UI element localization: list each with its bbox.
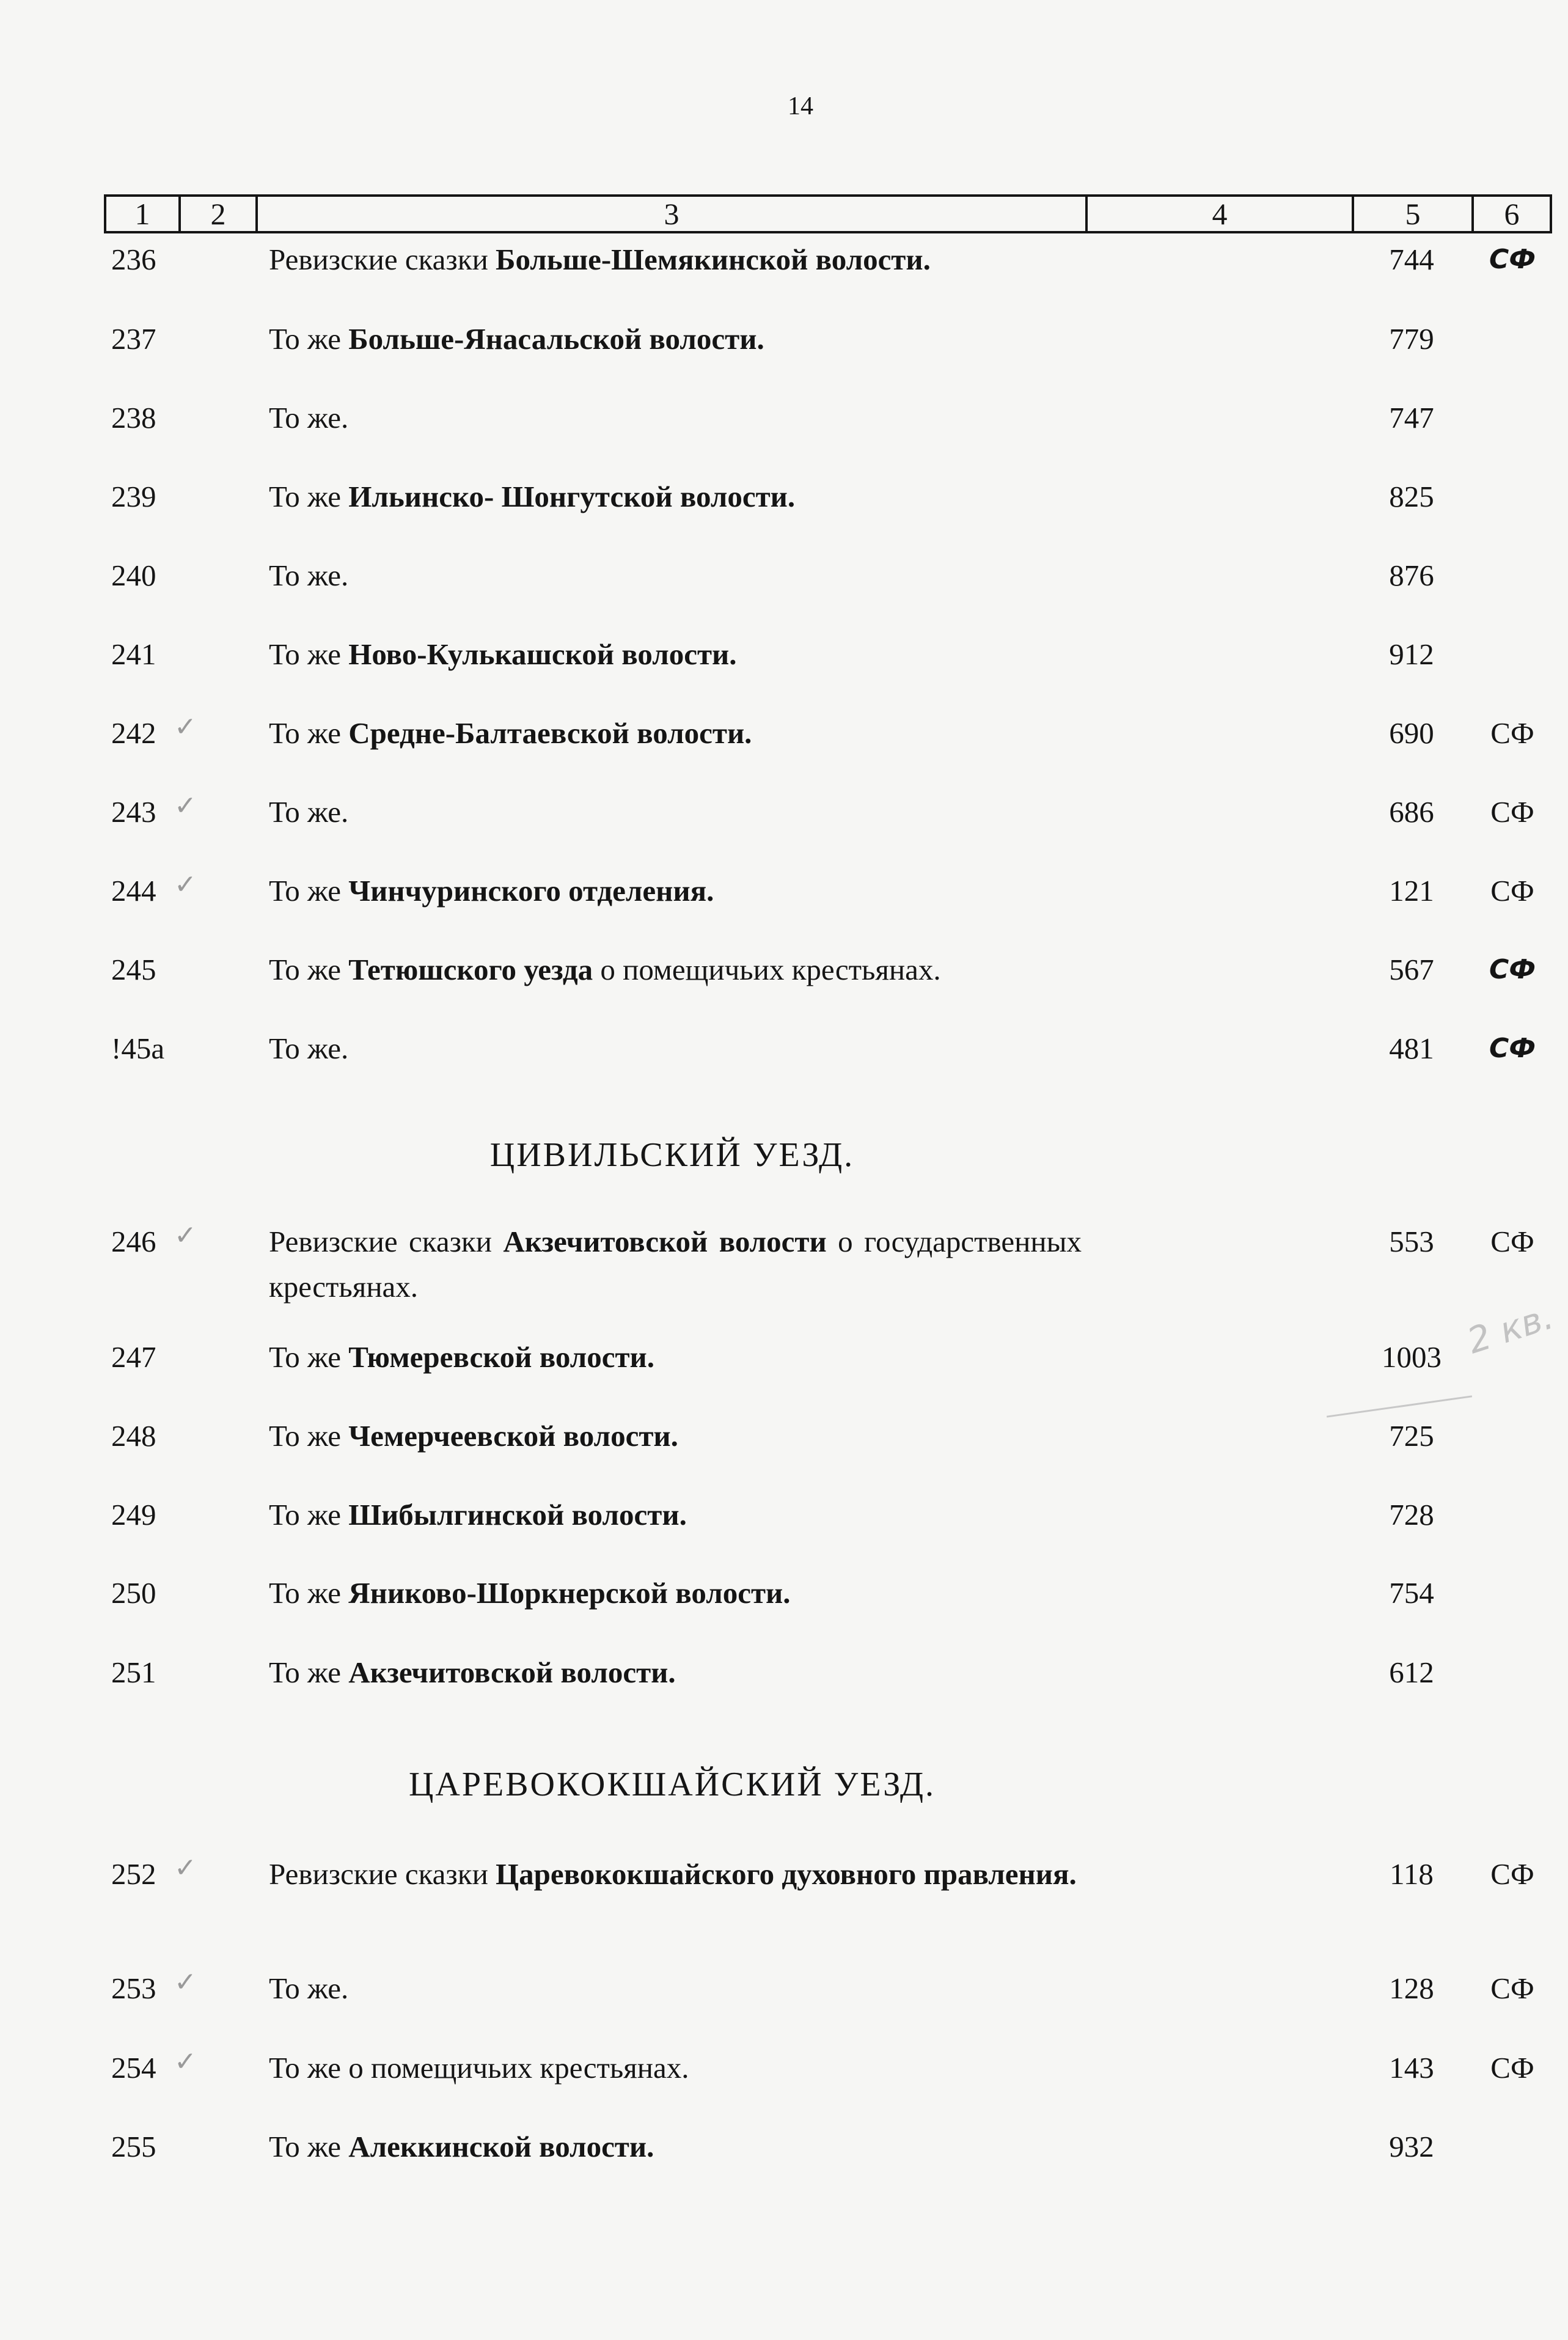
description-bold: Шибылгинской волости. <box>348 1498 687 1531</box>
record-number: 243 <box>111 795 156 829</box>
checkmark-icon: ✓ <box>174 790 197 821</box>
description-bold: Алеккинской волости. <box>348 2130 654 2163</box>
header-col-5: 5 <box>1354 197 1474 231</box>
description-bold: Акзечитовской волости <box>503 1225 827 1258</box>
sheet-count: 143 <box>1389 2051 1434 2085</box>
record-description <box>269 868 714 914</box>
sf-stamp: СФ <box>1490 716 1534 750</box>
record-number: 239 <box>111 480 156 513</box>
description-prefix: То же <box>269 322 349 356</box>
header-col-4: 4 <box>1088 197 1354 231</box>
record-number: 253 <box>111 1971 156 2005</box>
record-description <box>269 947 941 992</box>
sf-stamp: СФ <box>1490 1971 1534 2005</box>
checkmark-icon: ✓ <box>174 1220 197 1251</box>
description-bold: Тюмеревской волости. <box>348 1340 655 1374</box>
sheet-count: 121 <box>1389 874 1434 908</box>
record-number: 251 <box>111 1656 156 1689</box>
header-col-6: 6 <box>1504 197 1520 231</box>
description-bold: Царевококшайского духовного правления. <box>496 1857 1077 1891</box>
record-description <box>269 711 752 756</box>
description-prefix: То же <box>269 1656 349 1689</box>
record-number: 238 <box>111 401 156 435</box>
record-description <box>269 790 348 835</box>
header-col-2: 2 <box>181 197 258 231</box>
record-description <box>269 2045 689 2091</box>
description-bold: Ново-Кулькашской волости. <box>348 637 737 671</box>
record-description <box>269 1026 348 1071</box>
sf-stamp: СФ <box>1490 1857 1534 1891</box>
sheet-count: 728 <box>1389 1498 1434 1531</box>
checkmark-icon: ✓ <box>174 2046 197 2077</box>
description-prefix: То же <box>269 874 349 908</box>
checkmark-icon: ✓ <box>174 711 197 743</box>
description-prefix: Ревизские сказки <box>269 1225 504 1258</box>
checkmark-icon: ✓ <box>174 1967 197 1998</box>
description-prefix: То же <box>269 953 349 986</box>
sheet-count: 553 <box>1389 1225 1434 1258</box>
record-number: 247 <box>111 1340 156 1374</box>
sheet-count: 1003 <box>1382 1340 1442 1374</box>
sheet-count: 690 <box>1389 716 1434 750</box>
sheet-count: 876 <box>1389 559 1434 592</box>
record-number: 245 <box>111 953 156 986</box>
record-description <box>269 395 348 441</box>
section-title: ЦАРЕВОКОКШАЙСКИЙ УЕЗД. <box>408 1766 936 1803</box>
record-description <box>269 632 737 677</box>
sheet-count: 779 <box>1389 322 1434 356</box>
sheet-count: 912 <box>1389 637 1434 671</box>
description-bold: Акзечитовской волости. <box>348 1656 676 1689</box>
record-description <box>269 1966 348 2011</box>
record-description <box>269 1335 654 1380</box>
sf-stamp: СФ <box>1489 1033 1536 1064</box>
record-number: 255 <box>111 2130 156 2163</box>
sheet-count: 567 <box>1389 953 1434 986</box>
record-number: 241 <box>111 637 156 671</box>
sheet-count: 754 <box>1389 1576 1434 1610</box>
sf-stamp: СФ <box>1490 795 1534 829</box>
description-prefix: Ревизские сказки <box>269 243 496 276</box>
record-description <box>269 553 348 598</box>
sheet-count: 825 <box>1389 480 1434 513</box>
record-number: 242 <box>111 716 156 750</box>
description-prefix: То же <box>269 1498 349 1531</box>
sf-stamp: СФ <box>1489 954 1536 985</box>
record-number: 252 <box>111 1857 156 1891</box>
record-number: 244 <box>111 874 156 908</box>
record-description <box>269 317 764 362</box>
checkmark-icon: ✓ <box>174 869 197 900</box>
description-prefix: То же <box>269 637 349 671</box>
record-number: 250 <box>111 1576 156 1610</box>
description-prefix: То же <box>269 1340 349 1374</box>
description-prefix: То же. <box>269 559 349 592</box>
description-suffix: о государственных крестьянах. <box>269 1225 1082 1304</box>
description-prefix: То же <box>269 716 349 750</box>
description-bold: Чинчуринского отделения. <box>348 874 714 908</box>
description-prefix: Ревизские сказки <box>269 1857 496 1891</box>
sheet-count: 725 <box>1389 1419 1434 1453</box>
description-bold: Тетюшского уезда <box>348 953 593 986</box>
header-col-3: 3 <box>258 197 1088 231</box>
sheet-count: 481 <box>1389 1032 1434 1065</box>
header-col-1: 1 <box>106 197 181 231</box>
section-title: ЦИВИЛЬСКИЙ УЕЗД. <box>489 1136 855 1174</box>
sf-stamp: СФ <box>1489 244 1536 275</box>
sheet-count: 744 <box>1389 243 1434 276</box>
sheet-count: 686 <box>1389 795 1434 829</box>
table-header <box>104 194 1552 233</box>
record-description <box>269 1852 1082 1897</box>
description-bold: Средне-Балтаевской волости. <box>348 716 752 750</box>
sheet-count: 932 <box>1389 2130 1434 2163</box>
sheet-count: 747 <box>1389 401 1434 435</box>
record-number: 254 <box>111 2051 156 2085</box>
handwritten-note: 2 кв. <box>1462 1295 1559 1362</box>
record-description <box>269 2124 654 2169</box>
page-number: 14 <box>788 92 813 120</box>
record-number: 248 <box>111 1419 156 1453</box>
description-bold: Больше-Янасальской волости. <box>348 322 764 356</box>
description-prefix: То же. <box>269 1971 349 2005</box>
description-prefix: То же о помещичьих крестьянах. <box>269 2051 689 2085</box>
record-description <box>269 1414 678 1459</box>
description-prefix: То же. <box>269 795 349 829</box>
description-prefix: То же <box>269 1419 349 1453</box>
record-number: 246 <box>111 1225 156 1258</box>
description-suffix: о помещичьих крестьянах. <box>593 953 941 986</box>
record-number: 237 <box>111 322 156 356</box>
sf-stamp: СФ <box>1490 874 1534 908</box>
description-prefix: То же. <box>269 401 349 435</box>
record-number: 236 <box>111 243 156 276</box>
description-bold: Чемерчеевской волости. <box>348 1419 678 1453</box>
description-prefix: То же <box>269 1576 349 1610</box>
sf-stamp: СФ <box>1490 2051 1534 2085</box>
record-description <box>269 1492 687 1538</box>
description-bold: Ильинско- Шонгутской волости. <box>348 480 796 513</box>
sheet-count: 118 <box>1390 1857 1434 1891</box>
record-number: !45а <box>111 1032 165 1065</box>
record-number: 240 <box>111 559 156 592</box>
record-description <box>269 474 795 519</box>
checkmark-icon: ✓ <box>174 1852 197 1883</box>
description-prefix: То же <box>269 480 349 513</box>
description-bold: Яниково-Шоркнерской волости. <box>348 1576 791 1610</box>
record-description <box>269 1219 1082 1310</box>
record-number: 249 <box>111 1498 156 1531</box>
description-bold: Больше-Шемякинской волости. <box>496 243 931 276</box>
record-description <box>269 1571 791 1616</box>
sheet-count: 128 <box>1389 1971 1434 2005</box>
sheet-count: 612 <box>1389 1656 1434 1689</box>
description-prefix: То же. <box>269 1032 349 1065</box>
description-prefix: То же <box>269 2130 349 2163</box>
sf-stamp: СФ <box>1490 1225 1534 1258</box>
record-description <box>269 237 931 282</box>
record-description <box>269 1650 676 1695</box>
